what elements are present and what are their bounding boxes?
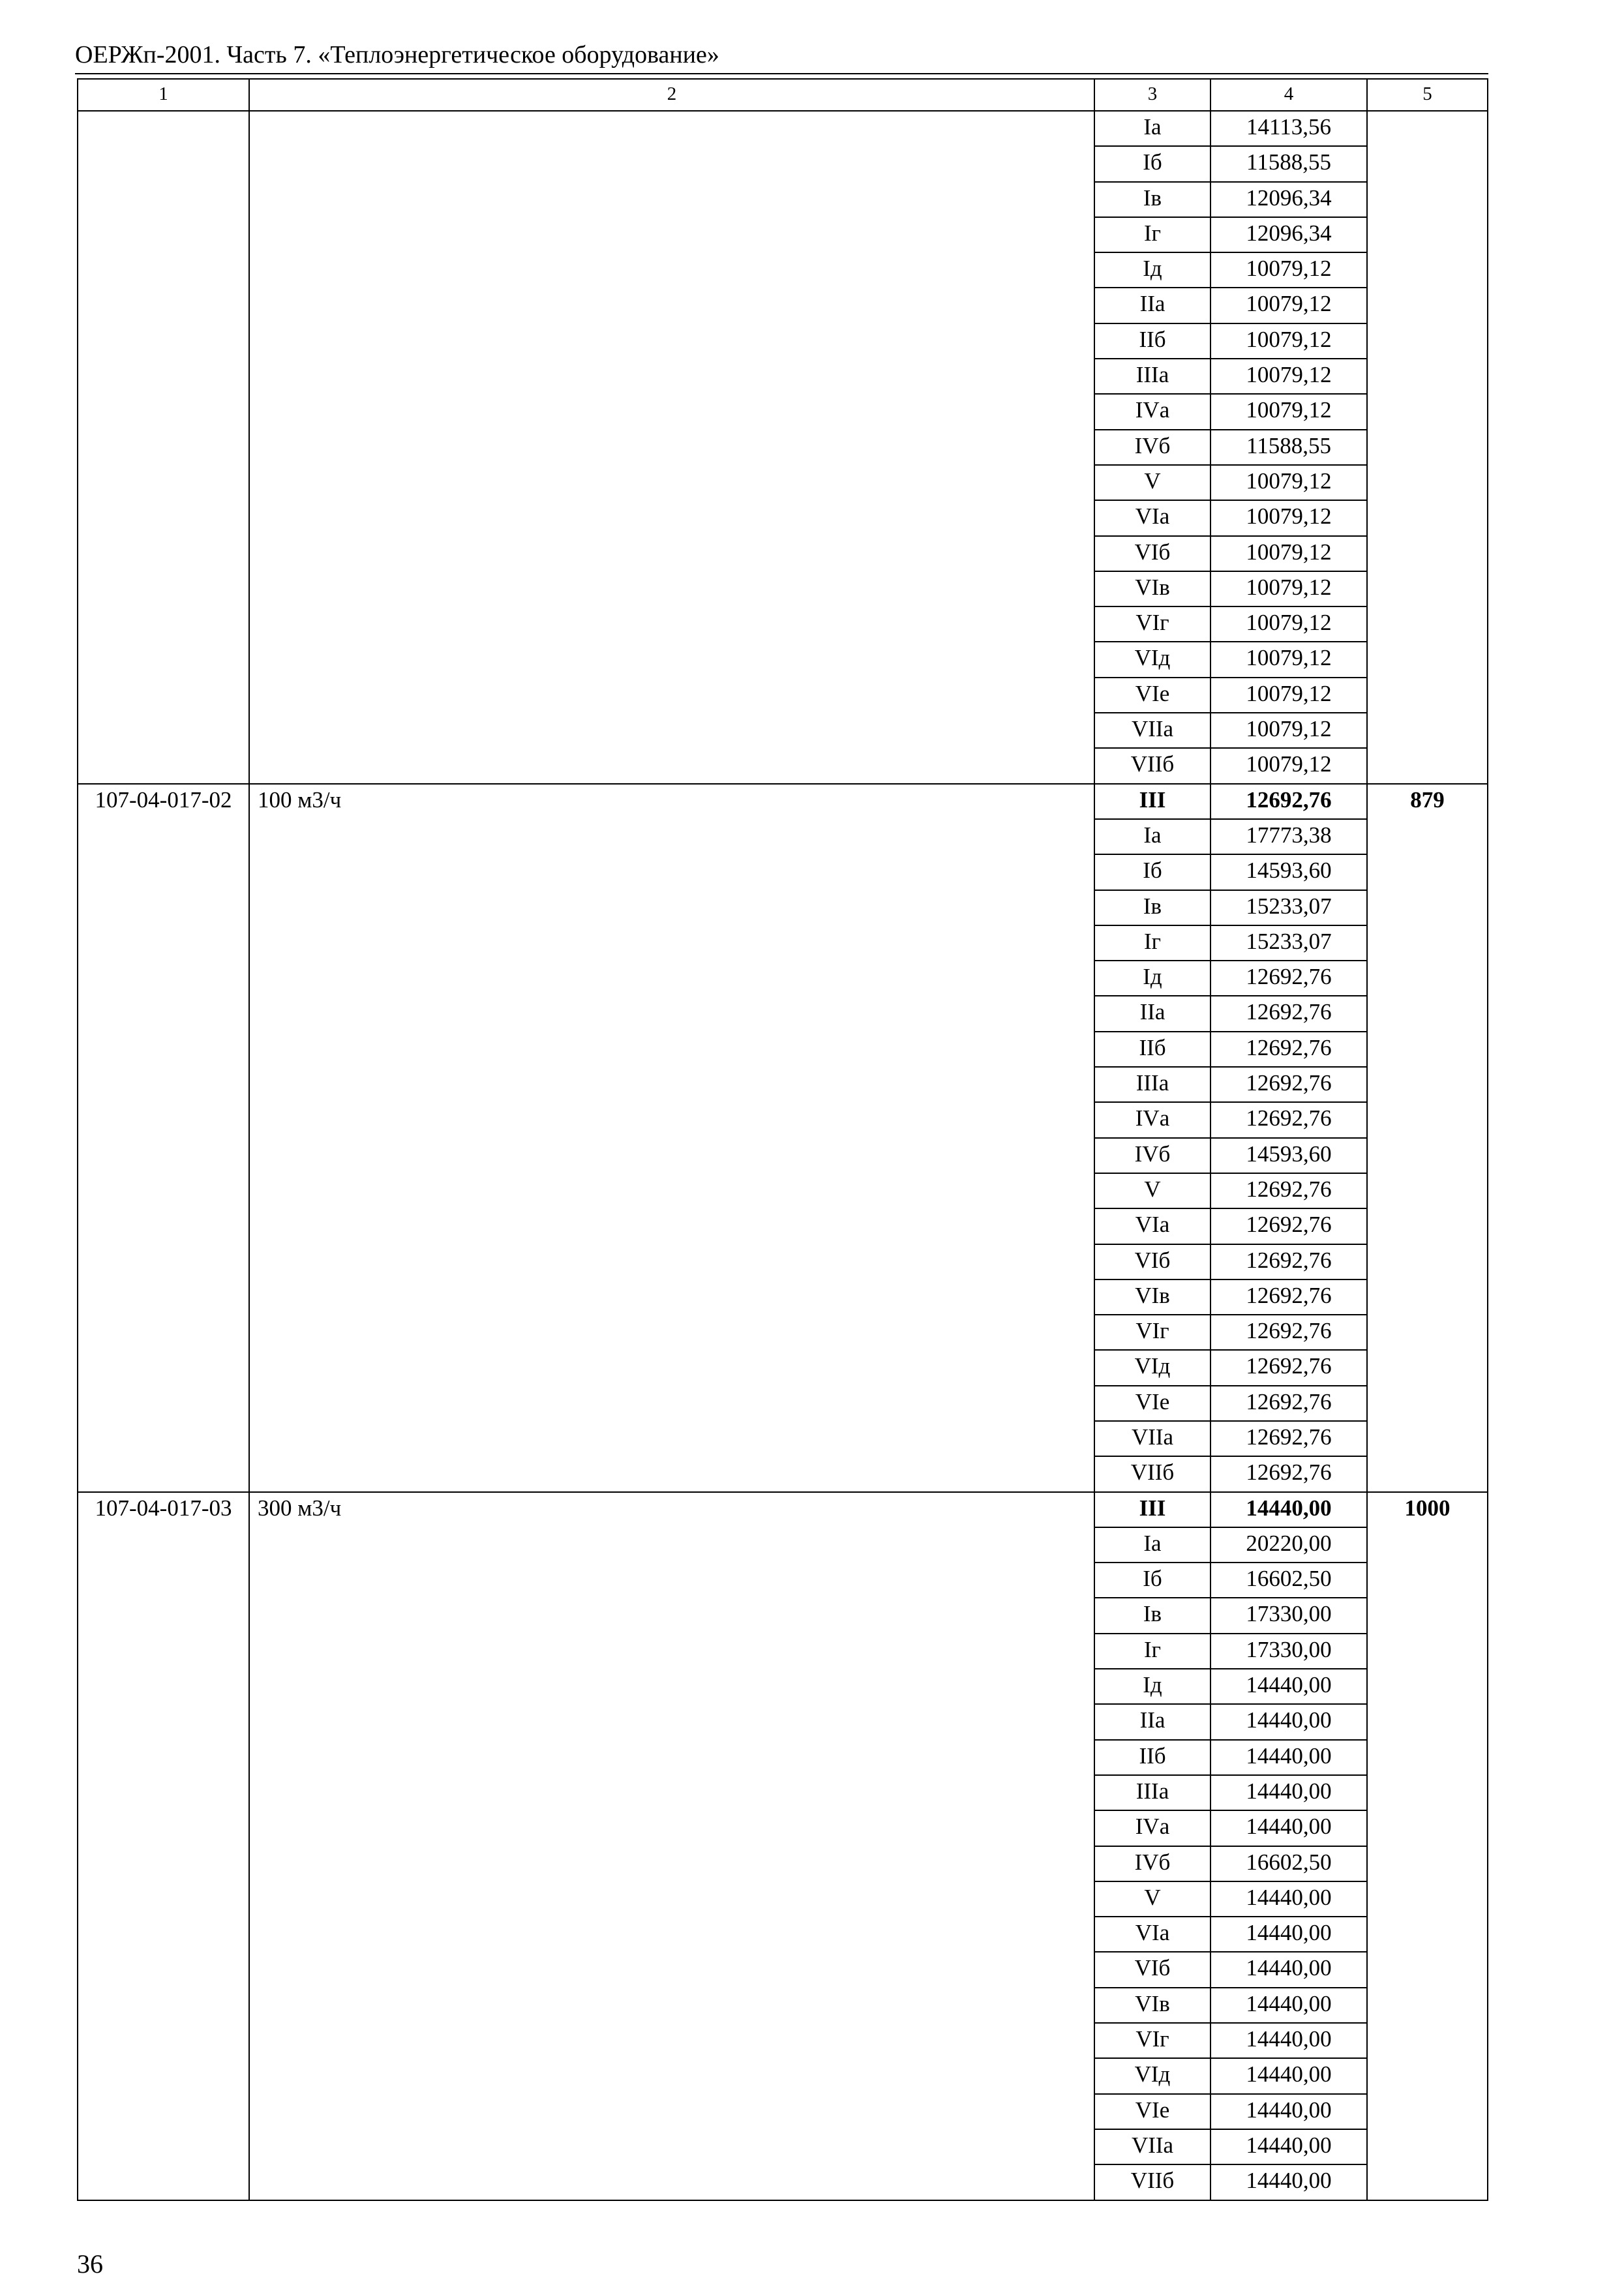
price-cell: 12692,76	[1210, 1032, 1367, 1067]
header-divider	[75, 73, 1488, 74]
price-cell: 12096,34	[1210, 217, 1367, 252]
zone-cell: VIIб	[1094, 1456, 1210, 1491]
price-cell: 10079,12	[1210, 748, 1367, 783]
price-cell: 14440,00	[1210, 1669, 1367, 1704]
price-cell: 14440,00	[1210, 1952, 1367, 1987]
zone-cell: VIв	[1094, 571, 1210, 606]
rates-table	[77, 78, 1488, 2201]
zone-cell: VIе	[1094, 678, 1210, 713]
price-cell: 10079,12	[1210, 359, 1367, 394]
total-cell	[1367, 111, 1488, 784]
price-cell: 12692,76	[1210, 1315, 1367, 1350]
price-cell: 12692,76	[1210, 1244, 1367, 1279]
price-cell: 14440,00	[1210, 2129, 1367, 2164]
price-cell: 14440,00	[1210, 1740, 1367, 1775]
zone-cell: V	[1094, 1881, 1210, 1917]
price-cell: 14440,00	[1210, 2164, 1367, 2200]
zone-cell: VIб	[1094, 1952, 1210, 1987]
price-cell: 14440,00	[1210, 1775, 1367, 1810]
zone-cell: Iб	[1094, 146, 1210, 181]
table-row	[78, 111, 1488, 146]
item-code-cell	[78, 111, 249, 784]
zone-cell: VIб	[1094, 1244, 1210, 1279]
zone-cell: VIг	[1094, 1315, 1210, 1350]
zone-cell: VIе	[1094, 2094, 1210, 2129]
zone-cell: VIв	[1094, 1279, 1210, 1315]
price-cell: 12692,76	[1210, 1279, 1367, 1315]
column-number-1: 1	[78, 79, 249, 111]
zone-cell: Iв	[1094, 1598, 1210, 1633]
zone-cell: VIб	[1094, 536, 1210, 571]
zone-cell: IIб	[1094, 1032, 1210, 1067]
zone-cell: III	[1094, 1492, 1210, 1527]
zone-cell: VIIа	[1094, 2129, 1210, 2164]
zone-cell: VIг	[1094, 2023, 1210, 2058]
zone-cell: Iд	[1094, 1669, 1210, 1704]
price-cell: 17330,00	[1210, 1634, 1367, 1669]
price-cell: 14440,00	[1210, 2058, 1367, 2093]
item-code-cell: 107-04-017-02	[78, 784, 249, 1492]
price-cell: 12692,76	[1210, 1421, 1367, 1456]
price-cell: 12692,76	[1210, 1173, 1367, 1208]
item-code-cell: 107-04-017-03	[78, 1492, 249, 2200]
zone-cell: IIIа	[1094, 1067, 1210, 1102]
zone-cell: IIб	[1094, 1740, 1210, 1775]
price-cell: 10079,12	[1210, 288, 1367, 323]
price-cell: 14440,00	[1210, 1810, 1367, 1846]
zone-cell: Iа	[1094, 111, 1210, 146]
zone-cell: Iг	[1094, 925, 1210, 961]
price-cell: 12096,34	[1210, 182, 1367, 217]
zone-cell: Iг	[1094, 1634, 1210, 1669]
price-cell: 15233,07	[1210, 925, 1367, 961]
column-number-row	[78, 79, 1488, 111]
price-cell: 12692,76	[1210, 1208, 1367, 1244]
price-cell: 10079,12	[1210, 500, 1367, 535]
price-cell: 10079,12	[1210, 252, 1367, 288]
price-cell: 17330,00	[1210, 1598, 1367, 1633]
zone-cell: IVб	[1094, 1138, 1210, 1173]
page-number: 36	[77, 2249, 103, 2279]
zone-cell: VIIа	[1094, 713, 1210, 748]
total-cell: 879	[1367, 784, 1488, 1492]
zone-cell: V	[1094, 1173, 1210, 1208]
zone-cell: VIIа	[1094, 1421, 1210, 1456]
zone-cell: III	[1094, 784, 1210, 819]
zone-cell: VIд	[1094, 642, 1210, 677]
price-cell: 12692,76	[1210, 784, 1367, 819]
price-cell: 12692,76	[1210, 1386, 1367, 1421]
price-cell: 10079,12	[1210, 606, 1367, 642]
price-cell: 14113,56	[1210, 111, 1367, 146]
price-cell: 14440,00	[1210, 1492, 1367, 1527]
price-cell: 20220,00	[1210, 1527, 1367, 1563]
total-cell: 1000	[1367, 1492, 1488, 2200]
zone-cell: Iг	[1094, 217, 1210, 252]
price-cell: 14440,00	[1210, 1917, 1367, 1952]
price-cell: 10079,12	[1210, 713, 1367, 748]
zone-cell: IIа	[1094, 1704, 1210, 1739]
price-cell: 14440,00	[1210, 2023, 1367, 2058]
zone-cell: VIг	[1094, 606, 1210, 642]
zone-cell: Iв	[1094, 890, 1210, 925]
price-cell: 10079,12	[1210, 323, 1367, 359]
price-cell: 12692,76	[1210, 1067, 1367, 1102]
zone-cell: IVа	[1094, 1102, 1210, 1137]
zone-cell: VIа	[1094, 1208, 1210, 1244]
zone-cell: Iд	[1094, 961, 1210, 996]
table-row	[78, 1492, 1488, 1527]
zone-cell: IVб	[1094, 430, 1210, 465]
price-cell: 11588,55	[1210, 146, 1367, 181]
price-cell: 11588,55	[1210, 430, 1367, 465]
price-cell: 16602,50	[1210, 1846, 1367, 1881]
zone-cell: VIе	[1094, 1386, 1210, 1421]
zone-cell: V	[1094, 465, 1210, 500]
price-cell: 10079,12	[1210, 465, 1367, 500]
price-cell: 14593,60	[1210, 1138, 1367, 1173]
price-cell: 12692,76	[1210, 1102, 1367, 1137]
column-number-2: 2	[249, 79, 1094, 111]
price-cell: 10079,12	[1210, 536, 1367, 571]
zone-cell: VIд	[1094, 1350, 1210, 1385]
price-cell: 12692,76	[1210, 1350, 1367, 1385]
price-cell: 15233,07	[1210, 890, 1367, 925]
page-header: ОЕРЖп-2001. Часть 7. «Теплоэнергетическое оборудование»	[75, 41, 719, 68]
zone-cell: Iд	[1094, 252, 1210, 288]
zone-cell: VIIб	[1094, 2164, 1210, 2200]
column-number-5: 5	[1367, 79, 1488, 111]
zone-cell: IIIа	[1094, 1775, 1210, 1810]
price-cell: 10079,12	[1210, 571, 1367, 606]
price-cell: 10079,12	[1210, 394, 1367, 429]
zone-cell: IIIа	[1094, 359, 1210, 394]
price-cell: 14440,00	[1210, 2094, 1367, 2129]
zone-cell: Iв	[1094, 182, 1210, 217]
zone-cell: VIа	[1094, 500, 1210, 535]
zone-cell: IIб	[1094, 323, 1210, 359]
column-number-4: 4	[1210, 79, 1367, 111]
price-cell: 10079,12	[1210, 678, 1367, 713]
price-cell: 14440,00	[1210, 1704, 1367, 1739]
table-row	[78, 784, 1488, 819]
price-cell: 12692,76	[1210, 961, 1367, 996]
zone-cell: IVа	[1094, 394, 1210, 429]
price-cell: 10079,12	[1210, 642, 1367, 677]
zone-cell: VIд	[1094, 2058, 1210, 2093]
price-cell: 14440,00	[1210, 1881, 1367, 1917]
zone-cell: VIIб	[1094, 748, 1210, 783]
item-description-cell: 100 м3/ч	[249, 784, 1094, 1492]
zone-cell: IIа	[1094, 996, 1210, 1031]
zone-cell: Iа	[1094, 1527, 1210, 1563]
price-cell: 14593,60	[1210, 854, 1367, 890]
price-cell: 16602,50	[1210, 1563, 1367, 1598]
price-cell: 14440,00	[1210, 1988, 1367, 2023]
price-cell: 12692,76	[1210, 1456, 1367, 1491]
zone-cell: VIа	[1094, 1917, 1210, 1952]
zone-cell: IIа	[1094, 288, 1210, 323]
column-number-3: 3	[1094, 79, 1210, 111]
zone-cell: Iб	[1094, 854, 1210, 890]
zone-cell: Iа	[1094, 819, 1210, 854]
table-body	[78, 79, 1488, 2200]
price-cell: 17773,38	[1210, 819, 1367, 854]
zone-cell: Iб	[1094, 1563, 1210, 1598]
zone-cell: IVб	[1094, 1846, 1210, 1881]
price-cell: 12692,76	[1210, 996, 1367, 1031]
item-description-cell	[249, 111, 1094, 784]
zone-cell: VIв	[1094, 1988, 1210, 2023]
zone-cell: IVа	[1094, 1810, 1210, 1846]
item-description-cell: 300 м3/ч	[249, 1492, 1094, 2200]
